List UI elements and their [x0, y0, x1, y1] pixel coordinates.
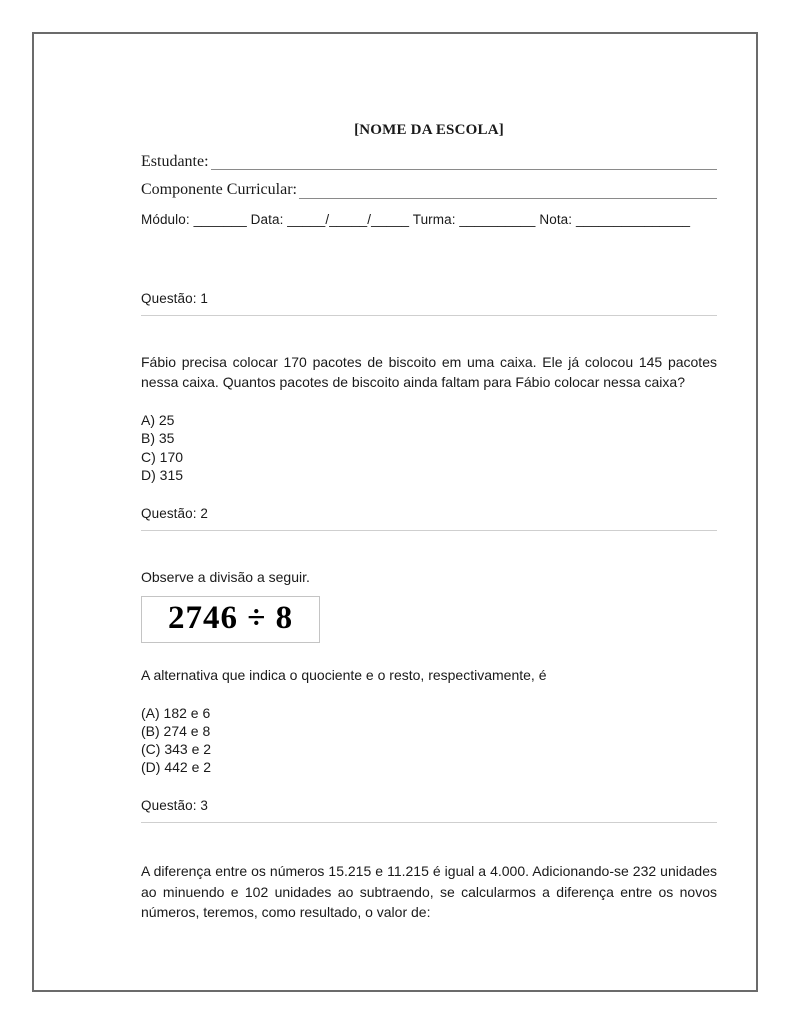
- option-b[interactable]: B) 35: [141, 430, 175, 447]
- question-3-body: A diferença entre os números 15.215 e 11.215 é igual a 4.000. Adicionando-se 232 unidades ao minuendo e 102 unidades ao subtraendo, se calcularmos a diferença entre os novos números, teremos, como resultado, o valor de:: [141, 863, 717, 920]
- question-2-options: [141, 704, 717, 777]
- student-label: Estudante:: [141, 152, 209, 170]
- module-date-class-grade-row[interactable]: Módulo: _______ Data: _____/_____/_____ Turma: __________ Nota: _______________: [141, 211, 691, 227]
- option-c[interactable]: (C) 343 e 2: [141, 740, 212, 757]
- school-name-title: [NOME DA ESCOLA]: [354, 122, 504, 138]
- question-2-heading: Questão: 2: [141, 506, 209, 522]
- question-1-heading: Questão: 1: [141, 290, 209, 306]
- option-d[interactable]: (D) 442 e 2: [141, 759, 212, 776]
- page-border: [32, 32, 758, 992]
- division-expression-box: [141, 596, 320, 643]
- question-3-heading: Questão: 3: [141, 798, 209, 814]
- question-1-divider: [141, 315, 717, 316]
- student-field-row: [141, 153, 717, 171]
- component-label: Componente Curricular:: [141, 181, 297, 199]
- component-fill-line[interactable]: [299, 185, 717, 199]
- option-a[interactable]: (A) 182 e 6: [141, 704, 211, 721]
- document-content: [141, 34, 717, 922]
- option-b[interactable]: (B) 274 e 8: [141, 722, 211, 739]
- question-1-body: Fábio precisa colocar 170 pacotes de biscoito em uma caixa. Ele já colocou 145 pacotes nessa caixa. Quantos pacotes de biscoito ainda faltam para Fábio colocar nessa caixa?: [141, 353, 717, 390]
- question-3-divider: [141, 822, 717, 823]
- question-2-intro: Observe a divisão a seguir.: [141, 569, 310, 586]
- student-fill-line[interactable]: [211, 156, 717, 170]
- question-1-options: [141, 411, 717, 484]
- division-expression: 2746 ÷ 8: [168, 600, 294, 637]
- component-field-row: [141, 181, 717, 199]
- option-d[interactable]: D) 315: [141, 466, 184, 483]
- option-a[interactable]: A) 25: [141, 412, 175, 429]
- option-c[interactable]: C) 170: [141, 448, 184, 465]
- question-2-prompt: A alternativa que indica o quociente e o resto, respectivamente, é: [141, 667, 547, 684]
- question-2-divider: [141, 530, 717, 531]
